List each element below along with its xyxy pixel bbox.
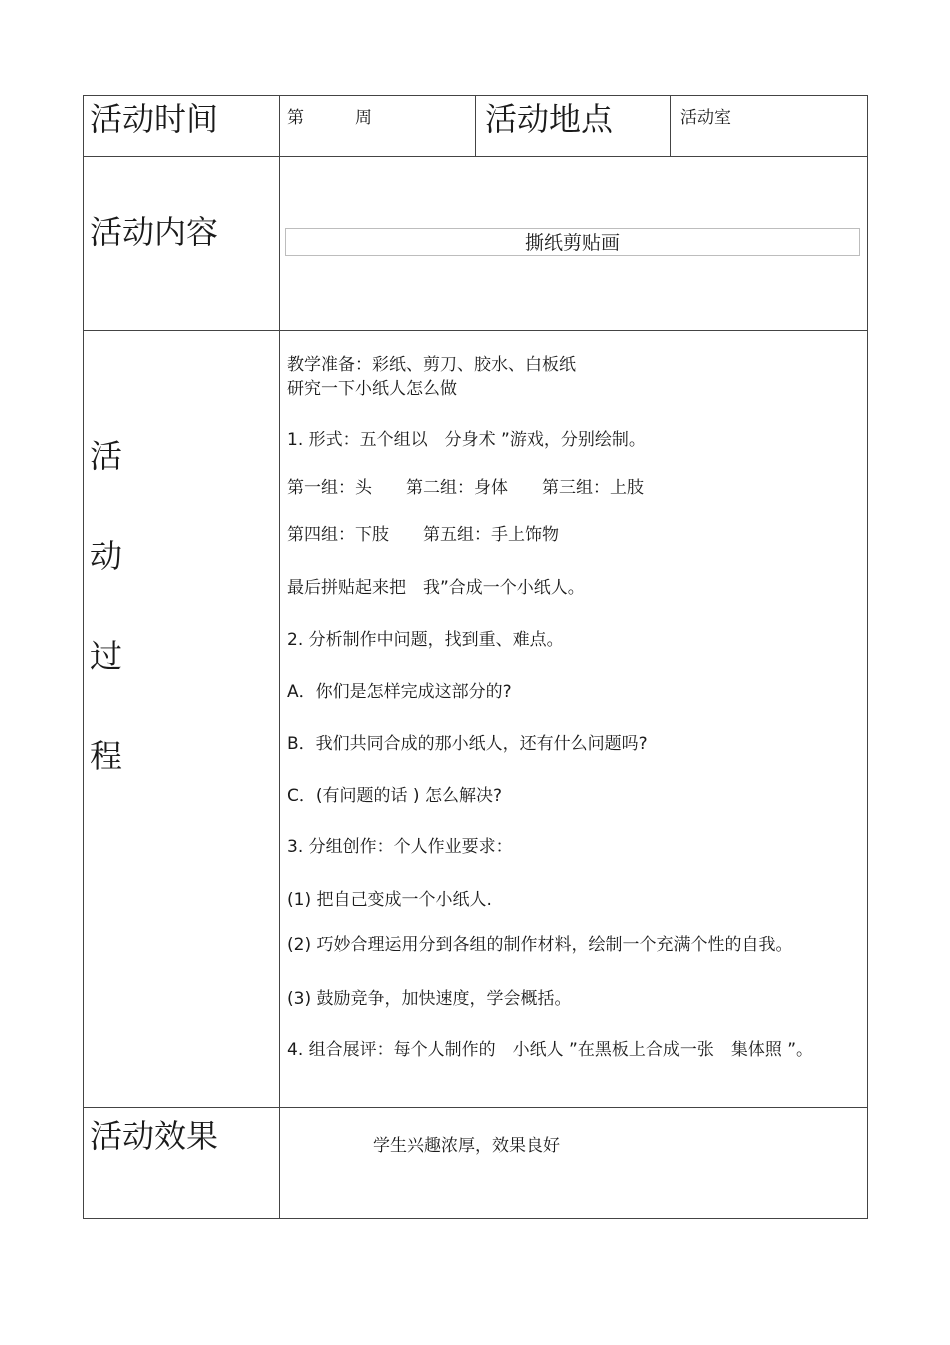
process-line-question-b: B．我们共同合成的那小纸人，还有什么问题吗? [287, 734, 648, 754]
process-label-char-2: 动 [90, 537, 123, 575]
process-line-prep: 教学准备：彩纸、剪刀、胶水、白板纸 [287, 355, 576, 375]
process-label-char-3: 过 [90, 637, 123, 675]
process-line-req-3: (3) 鼓励竞争，加快速度，学会概括。 [287, 989, 572, 1009]
header-divider-3 [670, 95, 671, 157]
week-prefix: 第 [287, 108, 304, 128]
process-line-showcase: 4. 组合展评：每个人制作的 小纸人 ”在黑板上合成一张 集体照 ”。 [287, 1040, 814, 1060]
process-line-question-a: A．你们是怎样完成这部分的? [287, 682, 512, 702]
process-line-req-2: (2) 巧妙合理运用分到各组的制作材料，绘制一个充满个性的自我。 [287, 935, 793, 955]
table-border-right [867, 95, 868, 1219]
table-border-left [83, 95, 84, 1219]
process-line-research: 研究一下小纸人怎么做 [287, 379, 457, 399]
activity-place-value: 活动室 [680, 108, 731, 128]
table-border-bottom [83, 1218, 868, 1219]
activity-result-label: 活动效果 [90, 1117, 219, 1155]
process-line-question-c: C．(有问题的话 ) 怎么解决? [287, 786, 502, 806]
process-line-assemble: 最后拼贴起来把 我”合成一个小纸人。 [287, 578, 585, 598]
process-line-form: 1. 形式：五个组以 分身术 ”游戏，分别绘制。 [287, 430, 646, 450]
activity-topic: 撕纸剪贴画 [524, 232, 620, 254]
process-line-groups-1: 第一组：头 第二组：身体 第三组：上肢 [287, 478, 644, 498]
row-divider-3 [83, 1107, 868, 1108]
process-line-groups-2: 第四组：下肢 第五组：手上饰物 [287, 525, 559, 545]
row-divider-2 [83, 330, 868, 331]
week-suffix: 周 [355, 108, 372, 128]
activity-content-label: 活动内容 [90, 213, 219, 251]
process-label-char-4: 程 [90, 737, 123, 775]
activity-topic-box [285, 228, 860, 256]
activity-time-label: 活动时间 [90, 100, 219, 138]
label-column-divider [279, 95, 280, 1219]
process-label-char-1: 活 [90, 437, 123, 475]
activity-result-value: 学生兴趣浓厚，效果良好 [373, 1136, 560, 1156]
activity-place-label: 活动地点 [485, 100, 614, 138]
header-divider-2 [475, 95, 476, 157]
process-line-req-1: (1) 把自己变成一个小纸人. [287, 890, 492, 910]
process-line-analysis: 2. 分析制作中问题，找到重、难点。 [287, 630, 564, 650]
process-line-creation: 3. 分组创作：个人作业要求： [287, 837, 513, 857]
